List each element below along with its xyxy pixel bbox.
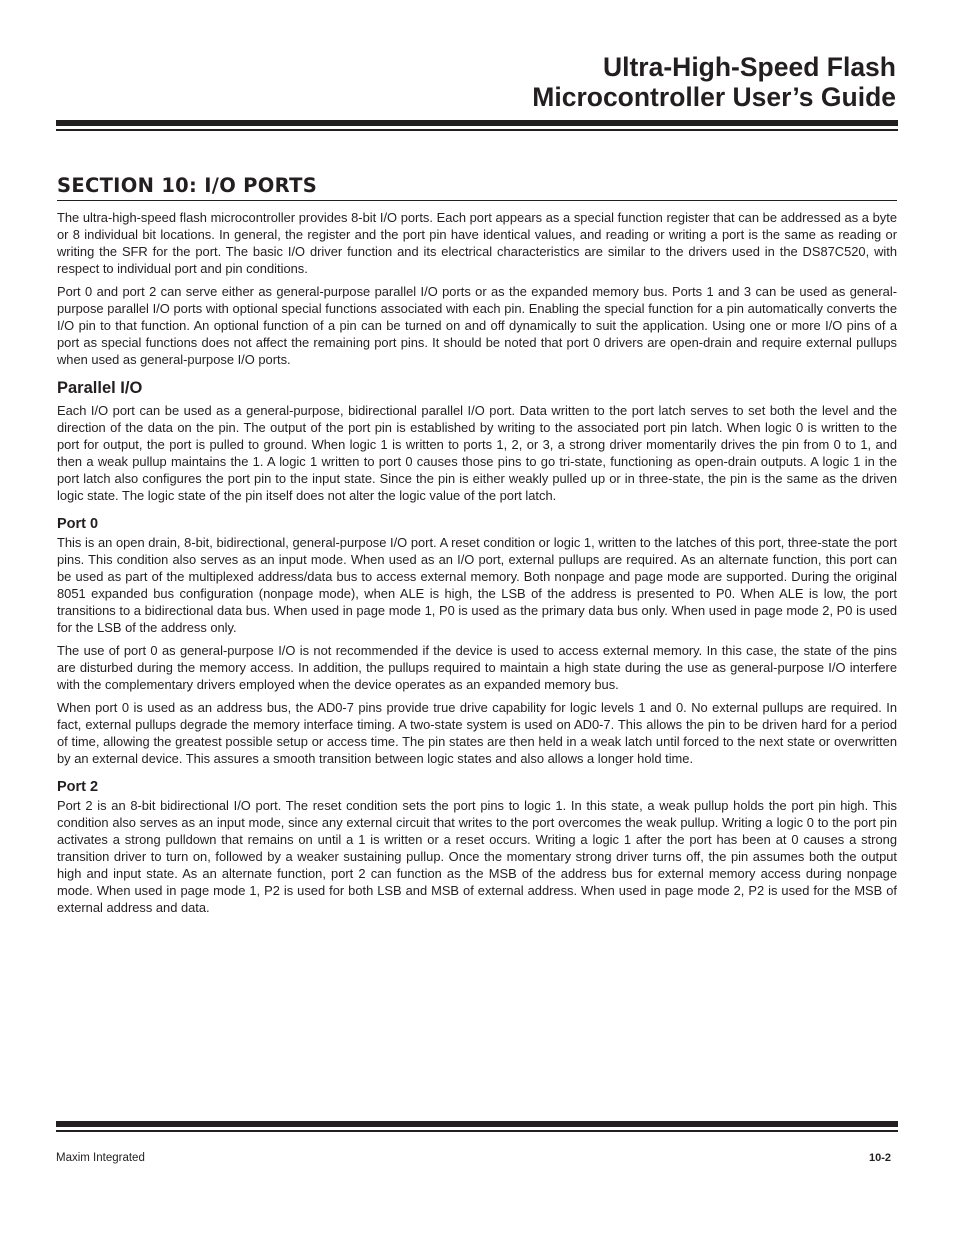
footer-rule-thin — [56, 1130, 898, 1132]
port0-paragraph-3: When port 0 is used as an address bus, the AD0-7 pins provide true drive capability for logic levels 1 and 0. No external pullups are required. In fact, external pullups degrade the memory interface timing. A two-state system is used on AD0-7. This allows the pin to be driven hard for a period of time, allowing the greatest possible setup or access time. The pin states are then held in a weak latch until forced to the next state or overwritten by an external device. This assures a smooth transition between logic states and also allows a longer hold time. — [57, 700, 897, 766]
parallel-io-paragraph: Each I/O port can be used as a general-purpose, bidirectional parallel I/O port. Data written to the port latch serves to set both the level and the direction of the data on the pin. The output of the port pin is established by writing to the associated port pin latch. When logic 0 is written to the port for output, the port is pulled to ground. When logic 1 is written to ports 1, 2, or 3, a strong driver momentarily drives the pin from 0 to 1, and then a weak pullup maintains the 1. A logic 1 written to port 0 causes those pins to go tri-state, functioning as open-drain outputs. A logic 1 in the port latch also configures the port pin to the input state. Since the pin is either weakly pulled up or in three-state, the pin is the same as the driven logic state. The logic state of the pin itself does not alter the logic value of the port latch. — [57, 403, 897, 503]
intro-paragraph-2: Port 0 and port 2 can serve either as general-purpose parallel I/O ports or as the expanded memory bus. Ports 1 and 3 can be used as general-purpose parallel I/O ports with optional special functions associated with each pin. Enabling the special function for a pin automatically converts the I/O pin to that function. An optional function of a pin can be turned on and off dynamically to suit the application. Using one or more I/O pins of a port as special functions does not affect the remaining port pins. It should be noted that port 0 drivers are open-drain and require external pullups when used as general-purpose I/O ports. — [57, 284, 897, 367]
port2-paragraph: Port 2 is an 8-bit bidirectional I/O port. The reset condition sets the port pins to logic 1. In this state, a weak pullup holds the port pin high. This condition also serves as an input mode, since any external circuit that writes to the port overcomes the weak pullup. Writing a logic 0 to the port pin activates a strong pulldown that remains on until a 1 is written or a reset occurs. Writing a logic 1 after the port has been at 0 causes a strong transition driver to turn on, followed by a weaker sustaining pullup. Once the momentary strong driver turns off, the pin assumes both the output high and input state. As an alternate function, port 2 can function as the MSB of the address bus for external memory access during nonpage mode. When used in page mode 1, P2 is used for both LSB and MSB of external address. When used in page mode 2, P2 is used for the MSB of external address and data. — [57, 798, 897, 915]
document-title-line1: Ultra-High-Speed Flash — [602, 52, 896, 82]
page-number: 10-2 — [868, 1152, 891, 1164]
port0-heading: Port 0 — [57, 516, 99, 532]
document-title-line2: Microcontroller User’s Guide — [532, 82, 896, 112]
footer-company: Maxim Integrated — [56, 1152, 145, 1164]
port0-paragraph-1: This is an open drain, 8-bit, bidirectional, general-purpose I/O port. A reset condition or logic 1, written to the latches of this port, three-state the port pins. This condition also serves as an input mode. When used as an I/O port, external pullups are required. As an alternate function, this port can be used as part of the multiplexed address/data bus to access external memory. Both nonpage and page mode are supported. During the original 8051 expanded bus configuration (nonpage mode), when ALE is high, the LSB of the address is presented to P0. When ALE is low, the port transitions to a bidirectional data bus. When used in page mode 1, P0 is used as the primary data bus only. When used in page mode 2, P0 is used for the LSB of the address only. — [57, 535, 897, 635]
intro-paragraph-1: The ultra-high-speed flash microcontroller provides 8-bit I/O ports. Each port appears as a special function register that can be addressed as a byte or 8 individual bit locations. In general, the register and the port pin have identical values, and reading or writing a port is the same as reading or writing the SFR for the port. The basic I/O driver function and its electrical characteristics are similar to the drivers used in the DS87C520, with respect to individual port and pin conditions. — [57, 210, 897, 276]
parallel-io-heading: Parallel I/O — [57, 379, 143, 397]
main-content — [57, 173, 897, 916]
header-rule-thick — [56, 120, 898, 126]
document-title — [532, 52, 896, 112]
header-rule-thin — [56, 129, 898, 131]
port0-paragraph-2: The use of port 0 as general-purpose I/O is not recommended if the device is used to access external memory. In this case, the state of the pins are disturbed during the memory access. In addition, the pullups required to maintain a high state during the use as general-purpose I/O interfere with the complementary drivers employed when the device operates as an expanded memory bus. — [57, 643, 897, 692]
footer-rule-thick — [56, 1121, 898, 1127]
port2-heading: Port 2 — [57, 779, 99, 795]
section-title: SECTION 10: I/O PORTS — [57, 173, 897, 201]
